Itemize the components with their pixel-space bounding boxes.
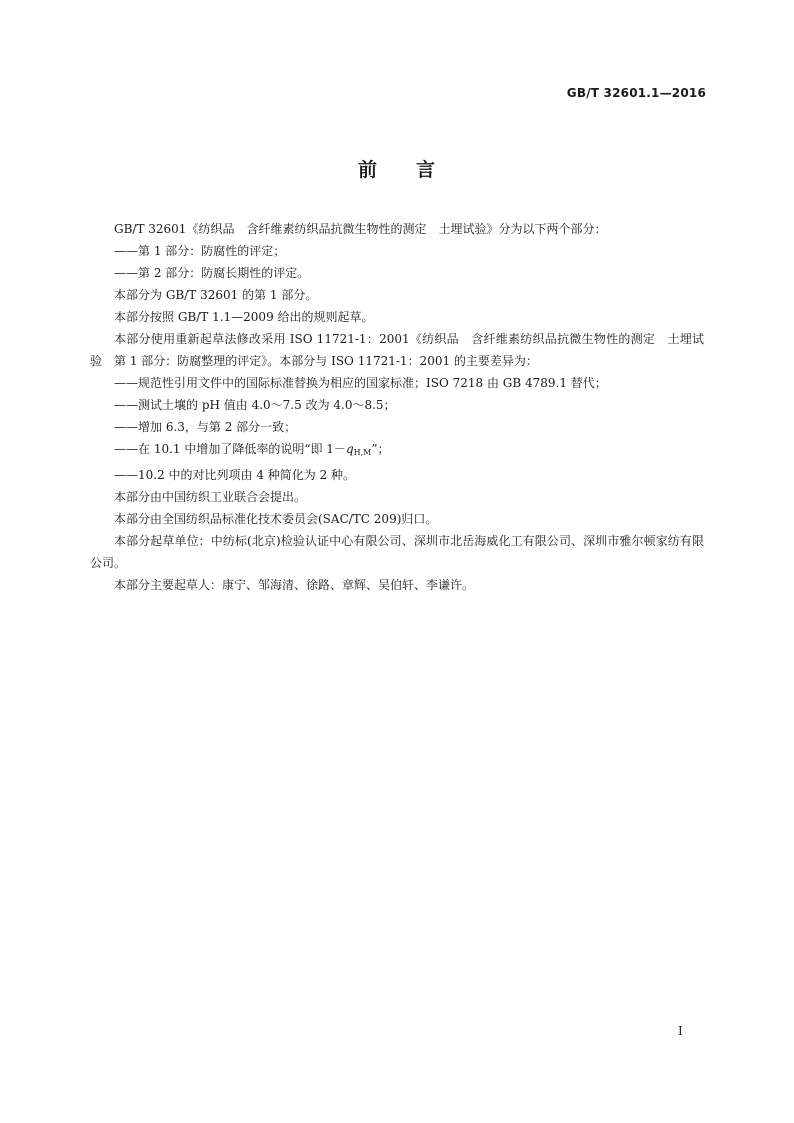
paragraph: 本部分主要起草人：康宁、邹海清、徐路、章辉、吴伯轩、李谦许。 bbox=[114, 578, 475, 592]
list-item: ——规范性引用文件中的国际标准替换为相应的国家标准；ISO 7218 由 GB 4789.1 替代； bbox=[114, 376, 607, 390]
list-item: ——10.2 中的对比列项由 4 种简化为 2 种。 bbox=[114, 468, 356, 482]
formula-prefix: ——在 10.1 中增加了降低率的说明“即 1－ bbox=[114, 442, 346, 456]
list-item-formula bbox=[90, 438, 704, 464]
list-item: ——增加 6.3，与第 2 部分一致； bbox=[114, 420, 297, 434]
standard-number: GB/T 32601.1—2016 bbox=[566, 86, 706, 100]
list-item: ——第 2 部分：防腐长期性的评定。 bbox=[114, 266, 310, 280]
paragraph: 本部分起草单位：中纺标(北京)检验认证中心有限公司、深圳市北岳海威化工有限公司、深圳市雅尔顿家纺有限公司。 bbox=[90, 534, 704, 570]
foreword-body bbox=[90, 218, 704, 596]
formula-variable: q bbox=[345, 442, 354, 456]
page-title bbox=[0, 155, 794, 182]
list-item: ——第 1 部分：防腐性的评定； bbox=[114, 244, 286, 258]
page-number: I bbox=[678, 1024, 683, 1038]
title-char-2: 言 bbox=[416, 159, 437, 181]
list-item: ——测试土壤的 pH 值由 4.0～7.5 改为 4.0～8.5； bbox=[114, 398, 396, 412]
formula-subscript: H,M bbox=[353, 448, 372, 457]
title-char-1: 前 bbox=[357, 159, 378, 181]
paragraph: 本部分为 GB/T 32601 的第 1 部分。 bbox=[114, 288, 318, 302]
formula-suffix: ”； bbox=[371, 442, 390, 456]
paragraph: GB/T 32601《纺织品 含纤维素纺织品抗微生物性的测定 土埋试验》分为以下两个部分： bbox=[114, 222, 607, 236]
paragraph: 本部分由中国纺织工业联合会提出。 bbox=[114, 490, 307, 504]
paragraph: 本部分由全国纺织品标准化技术委员会(SAC/TC 209)归口。 bbox=[114, 512, 438, 526]
paragraph: 本部分按照 GB/T 1.1—2009 给出的规则起草。 bbox=[114, 310, 374, 324]
paragraph: 本部分使用重新起草法修改采用 ISO 11721-1：2001《纺织品 含纤维素纺织品抗微生物性的测定 土埋试验 第 1 部分：防腐整理的评定》。本部分与 ISO 11721-1：2001 的主要差异为： bbox=[90, 332, 704, 368]
